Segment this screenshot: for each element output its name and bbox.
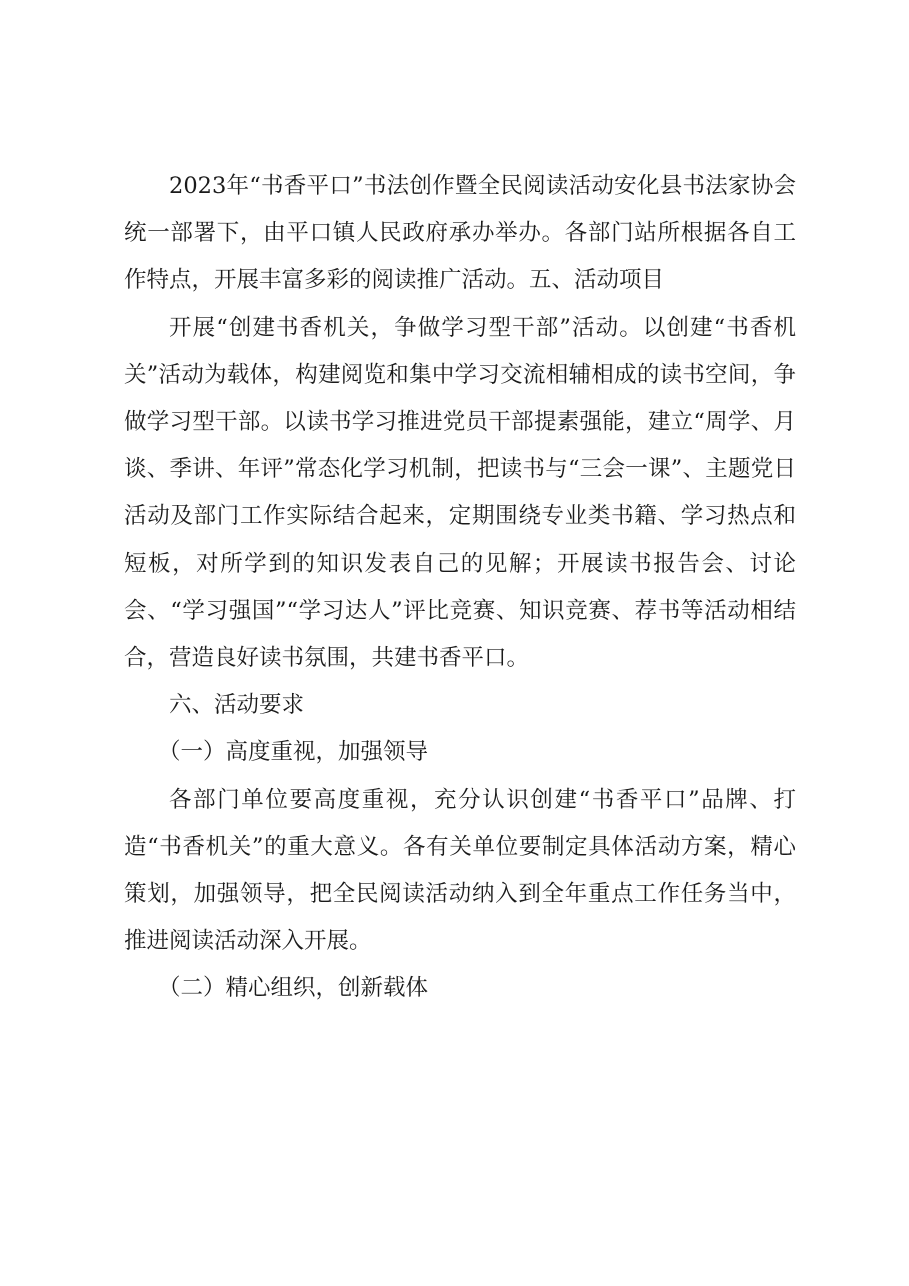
- subheading-emphasis: （一）高度重视，加强领导: [158, 739, 429, 766]
- paragraph-intro: 2023年“书香平口”书法创作暨全民阅读活动安化县书法家协会统一部署下，由平口镇人民政府承办举办。各部门站所根据各自工作特点，开展丰富多彩的阅读推广活动。五、活动项目: [124, 173, 796, 294]
- subheading-organize: （二）精心组织，创新载体: [158, 975, 429, 1002]
- paragraph-activity: 开展“创建书香机关，争做学习型干部”活动。以创建“书香机关”活动为载体，构建阅览和集中学习交流相辅相成的读书空间，争做学习型干部。以读书学习推进党员干部提素强能，建立“周学、月谈、季讲、年评”常态化学习机制，把读书与“三会一课”、主题党日活动及部门工作实际结合起来，定期围绕专业类书籍、学习热点和短板，对所学到的知识发表自己的见解；开展读书报告会、讨论会、“学习强国”“学习达人”评比竞赛、知识竞赛、荐书等活动相结合，营造良好读书氛围，共建书香平口。: [124, 314, 796, 672]
- document-body: [124, 163, 796, 1013]
- section-heading-requirements: 六、活动要求: [169, 692, 305, 719]
- paragraph-emphasis: 各部门单位要高度重视，充分认识创建“书香平口”品牌、打造“书香机关”的重大意义。各有关单位要制定具体活动方案，精心策划，加强领导，把全民阅读活动纳入到全年重点工作任务当中，推进阅读活动深入开展。: [124, 786, 796, 955]
